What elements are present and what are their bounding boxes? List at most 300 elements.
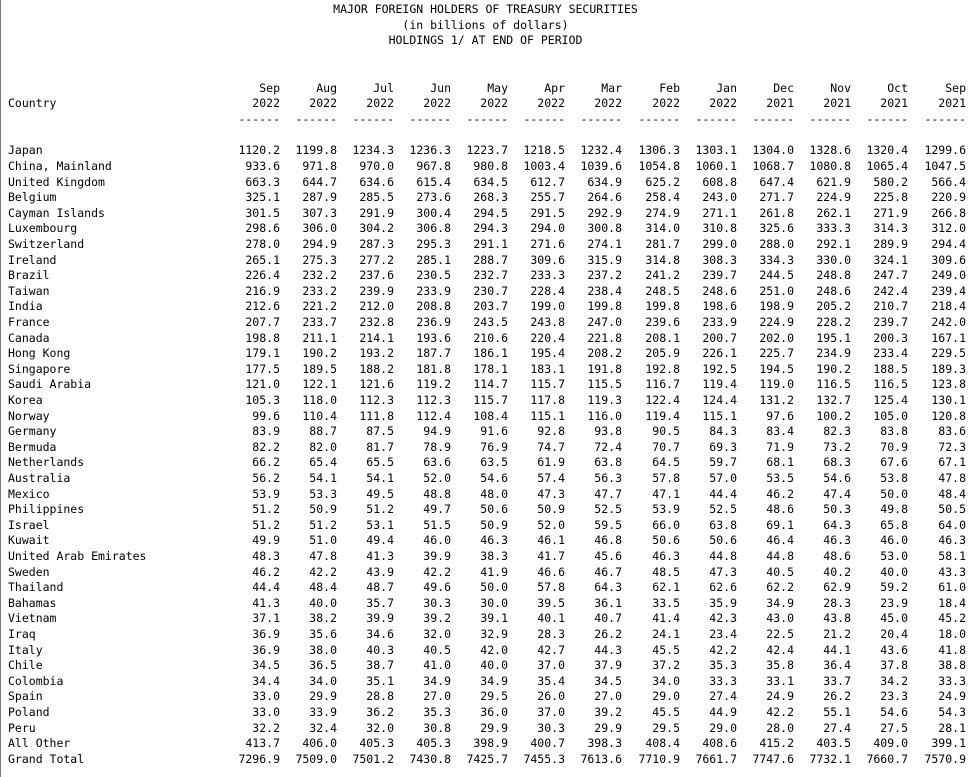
- column-header-month: Sep: [259, 80, 280, 95]
- table-cell-value: 52.0: [423, 471, 451, 485]
- table-cell-value: 294.4: [931, 237, 966, 251]
- table-cell-value: 225.8: [873, 190, 908, 205]
- table-cell-value: 122.1: [302, 377, 337, 392]
- table-cell-value: 1299.6: [924, 143, 966, 158]
- table-cell-value: 35.3: [709, 658, 737, 673]
- table-cell-value: 230.5: [416, 268, 451, 283]
- table-cell-value: 53.0: [880, 549, 908, 563]
- table-cell-value: 211.1: [302, 330, 337, 345]
- table-cell-value: 57.0: [709, 471, 737, 485]
- table-cell-value: 27.5: [880, 720, 908, 735]
- table-cell-value: 7660.7: [866, 751, 908, 766]
- table-cell-value: 65.8: [880, 517, 908, 532]
- table-cell-value: 120.8: [931, 408, 966, 423]
- table-cell-value: 615.4: [416, 174, 451, 189]
- table-cell-value: 39.2: [594, 705, 622, 719]
- table-cell-value: 18.0: [938, 627, 966, 641]
- table-cell-value: 288.0: [759, 237, 794, 251]
- table-cell-value: 266.8: [931, 205, 966, 220]
- column-header-separator: ------: [523, 111, 565, 126]
- column-header-year: 2022: [480, 96, 508, 111]
- table-cell-value: 23.4: [709, 627, 737, 641]
- table-cell-value: 314.8: [645, 252, 680, 267]
- table-cell-value: 47.3: [709, 564, 737, 579]
- table-cell-value: 71.9: [766, 439, 794, 454]
- table-cell-value: 236.9: [416, 315, 451, 329]
- table-cell-value: 179.1: [245, 346, 280, 361]
- table-cell-value: 24.9: [766, 689, 794, 704]
- table-cell-value: 7296.9: [238, 751, 280, 766]
- table-cell-value: 36.2: [366, 705, 394, 719]
- table-cell-value: 36.4: [823, 658, 851, 673]
- row-country-name: Italy: [8, 642, 43, 657]
- table-cell-value: 200.3: [873, 330, 908, 345]
- table-cell-value: 40.0: [309, 595, 337, 610]
- table-cell-value: 566.4: [931, 174, 966, 189]
- table-cell-value: 295.3: [416, 237, 451, 251]
- table-cell-value: 42.0: [480, 642, 508, 657]
- table-cell-value: 34.2: [880, 673, 908, 688]
- table-cell-value: 123.8: [931, 377, 966, 392]
- table-cell-value: 198.8: [245, 330, 280, 345]
- table-cell-value: 38.3: [480, 549, 508, 563]
- table-cell-value: 44.8: [766, 549, 794, 563]
- table-cell-value: 43.6: [880, 642, 908, 657]
- table-cell-value: 112.3: [359, 393, 394, 407]
- table-cell-value: 214.1: [359, 330, 394, 345]
- column-header-month: Jul: [373, 80, 394, 95]
- table-cell-value: 64.5: [652, 455, 680, 470]
- table-cell-value: 36.1: [594, 595, 622, 610]
- table-cell-value: 48.3: [252, 549, 280, 563]
- table-cell-value: 49.7: [423, 502, 451, 517]
- table-cell-value: 27.0: [423, 689, 451, 704]
- row-country-name: Sweden: [8, 564, 50, 579]
- table-cell-value: 119.3: [587, 393, 622, 407]
- table-cell-value: 218.4: [931, 299, 966, 314]
- table-cell-value: 93.8: [594, 424, 622, 439]
- table-cell-value: 33.9: [309, 705, 337, 719]
- table-cell-value: 40.0: [480, 658, 508, 673]
- table-cell-value: 67.6: [880, 455, 908, 470]
- table-cell-value: 193.2: [359, 346, 394, 361]
- table-cell-value: 294.0: [530, 221, 565, 236]
- table-cell-value: 248.8: [816, 268, 851, 283]
- row-country-name: Japan: [8, 143, 43, 158]
- column-header-year: 2022: [652, 96, 680, 111]
- table-cell-value: 333.3: [816, 221, 851, 236]
- table-cell-value: 35.4: [537, 673, 565, 688]
- table-cell-value: 32.0: [423, 627, 451, 641]
- table-cell-value: 262.1: [816, 205, 851, 220]
- table-cell-value: 312.0: [931, 221, 966, 236]
- table-cell-value: 48.8: [423, 486, 451, 501]
- table-cell-value: 29.5: [652, 720, 680, 735]
- table-cell-value: 121.0: [245, 377, 280, 392]
- column-header-year: 2022: [594, 96, 622, 111]
- row-country-name: Grand Total: [8, 751, 85, 766]
- table-cell-value: 292.1: [816, 237, 851, 251]
- table-cell-value: 50.6: [480, 502, 508, 517]
- row-country-name: Singapore: [8, 361, 71, 376]
- table-cell-value: 94.9: [423, 424, 451, 439]
- table-cell-value: 90.5: [652, 424, 680, 439]
- table-cell-value: 34.5: [252, 658, 280, 673]
- row-country-name: Brazil: [8, 268, 50, 283]
- table-cell-value: 49.5: [366, 486, 394, 501]
- table-cell-value: 230.7: [473, 283, 508, 298]
- table-cell-value: 226.1: [702, 346, 737, 361]
- table-cell-value: 45.5: [652, 642, 680, 657]
- table-cell-value: 239.4: [931, 283, 966, 298]
- table-cell-value: 34.4: [252, 673, 280, 688]
- table-cell-value: 248.6: [816, 283, 851, 298]
- table-cell-value: 1320.4: [866, 143, 908, 158]
- table-cell-value: 54.6: [480, 471, 508, 485]
- table-cell-value: 54.1: [309, 471, 337, 485]
- table-cell-value: 119.4: [702, 377, 737, 392]
- table-cell-value: 300.4: [416, 205, 451, 220]
- table-cell-value: 264.6: [587, 190, 622, 205]
- column-header-separator: ------: [924, 111, 966, 126]
- table-cell-value: 125.4: [873, 393, 908, 407]
- row-country-name: All Other: [8, 736, 71, 751]
- table-cell-value: 57.8: [537, 580, 565, 595]
- table-cell-value: 46.2: [252, 564, 280, 579]
- table-cell-value: 112.4: [416, 408, 451, 423]
- table-cell-value: 1199.8: [295, 143, 337, 158]
- table-cell-value: 40.5: [423, 642, 451, 657]
- table-cell-value: 62.9: [823, 580, 851, 595]
- table-cell-value: 1218.5: [523, 143, 565, 158]
- table-cell-value: 634.9: [587, 174, 622, 189]
- row-country-name: Philippines: [8, 502, 85, 517]
- table-cell-value: 292.9: [587, 205, 622, 220]
- column-header-separator: ------: [638, 111, 680, 126]
- column-header-year: 2022: [252, 96, 280, 111]
- table-cell-value: 115.5: [587, 377, 622, 392]
- table-cell-value: 1054.8: [638, 159, 680, 173]
- table-cell-value: 119.2: [416, 377, 451, 392]
- table-cell-value: 51.2: [252, 517, 280, 532]
- table-cell-value: 81.7: [366, 439, 394, 454]
- table-cell-value: 36.0: [480, 705, 508, 719]
- table-cell-value: 117.8: [530, 393, 565, 407]
- table-cell-value: 188.2: [359, 361, 394, 376]
- table-cell-value: 324.1: [873, 252, 908, 267]
- table-cell-value: 51.0: [309, 533, 337, 548]
- table-cell-value: 43.3: [938, 564, 966, 579]
- table-cell-value: 83.4: [766, 424, 794, 439]
- table-cell-value: 44.4: [252, 580, 280, 595]
- table-cell-value: 119.0: [759, 377, 794, 392]
- table-cell-value: 35.6: [309, 627, 337, 641]
- table-cell-value: 212.0: [359, 299, 394, 314]
- table-cell-value: 289.9: [873, 237, 908, 251]
- table-cell-value: 47.7: [594, 486, 622, 501]
- table-cell-value: 115.7: [530, 377, 565, 392]
- table-cell-value: 7455.3: [523, 751, 565, 766]
- table-cell-value: 225.7: [759, 346, 794, 361]
- column-header-separator: ------: [866, 111, 908, 126]
- table-cell-value: 43.9: [366, 564, 394, 579]
- table-cell-value: 285.1: [416, 252, 451, 267]
- table-cell-value: 27.0: [594, 689, 622, 704]
- table-cell-value: 49.4: [366, 533, 394, 548]
- column-header-month: Aug: [316, 80, 337, 95]
- table-cell-value: 300.8: [587, 221, 622, 236]
- row-country-name: Chile: [8, 658, 43, 673]
- table-cell-value: 177.5: [245, 361, 280, 376]
- table-cell-value: 38.8: [938, 658, 966, 673]
- table-cell-value: 38.0: [309, 642, 337, 657]
- column-header-year: 2021: [766, 96, 794, 111]
- table-cell-value: 199.0: [530, 299, 565, 314]
- table-cell-value: 47.8: [309, 549, 337, 563]
- table-cell-value: 53.3: [309, 486, 337, 501]
- table-cell-value: 258.4: [645, 190, 680, 205]
- row-country-name: Taiwan: [8, 283, 50, 298]
- table-cell-value: 35.7: [366, 595, 394, 610]
- row-country-name: United Arab Emirates: [8, 549, 147, 563]
- table-cell-value: 115.1: [702, 408, 737, 423]
- table-cell-value: 74.7: [537, 439, 565, 454]
- table-cell-value: 29.0: [709, 720, 737, 735]
- table-cell-value: 406.0: [302, 736, 337, 751]
- table-cell-value: 178.1: [473, 361, 508, 376]
- row-country-name: Mexico: [8, 486, 50, 501]
- row-country-name: Norway: [8, 408, 50, 423]
- column-header-month: Apr: [544, 80, 565, 95]
- table-cell-value: 48.4: [938, 486, 966, 501]
- table-cell-value: 42.2: [709, 642, 737, 657]
- table-cell-value: 261.8: [759, 205, 794, 220]
- table-cell-value: 239.7: [702, 268, 737, 283]
- table-cell-value: 400.7: [530, 736, 565, 751]
- table-cell-value: 216.9: [245, 283, 280, 298]
- table-cell-value: 248.5: [645, 283, 680, 298]
- table-cell-value: 247.0: [587, 315, 622, 329]
- row-country-name: Iraq: [8, 627, 36, 641]
- column-header-year: 2021: [938, 96, 966, 111]
- table-cell-value: 40.7: [594, 611, 622, 626]
- table-cell-value: 24.1: [652, 627, 680, 641]
- table-cell-value: 200.7: [702, 330, 737, 345]
- table-cell-value: 112.3: [416, 393, 451, 407]
- table-cell-value: 42.4: [766, 642, 794, 657]
- table-cell-value: 36.5: [309, 658, 337, 673]
- table-cell-value: 23.3: [880, 689, 908, 704]
- table-cell-value: 33.1: [766, 673, 794, 688]
- table-cell-value: 40.3: [366, 642, 394, 657]
- table-cell-value: 69.3: [709, 439, 737, 454]
- table-cell-value: 405.3: [416, 736, 451, 751]
- table-cell-value: 274.1: [587, 237, 622, 251]
- table-cell-value: 1232.4: [580, 143, 622, 158]
- table-cell-value: 44.8: [709, 549, 737, 563]
- table-cell-value: 625.2: [645, 174, 680, 189]
- table-cell-value: 76.9: [480, 439, 508, 454]
- table-cell-value: 53.1: [366, 517, 394, 532]
- table-cell-value: 20.4: [880, 627, 908, 641]
- row-country-name: Spain: [8, 689, 43, 704]
- table-cell-value: 409.0: [873, 736, 908, 751]
- table-cell-value: 37.0: [537, 705, 565, 719]
- table-cell-value: 116.0: [587, 408, 622, 423]
- table-cell-value: 243.0: [702, 190, 737, 205]
- table-cell-value: 1303.1: [695, 143, 737, 158]
- table-cell-value: 63.6: [423, 455, 451, 470]
- table-cell-value: 243.5: [473, 315, 508, 329]
- table-cell-value: 233.4: [873, 346, 908, 361]
- column-header-month: May: [487, 80, 508, 95]
- table-cell-value: 99.6: [252, 408, 280, 423]
- table-cell-value: 32.4: [309, 720, 337, 735]
- column-header-separator: ------: [295, 111, 337, 126]
- table-cell-value: 229.5: [931, 346, 966, 361]
- table-cell-value: 39.9: [366, 611, 394, 626]
- table-cell-value: 1328.6: [809, 143, 851, 158]
- table-cell-value: 61.0: [938, 580, 966, 595]
- row-country-name: Korea: [8, 393, 43, 407]
- table-cell-value: 199.8: [587, 299, 622, 314]
- report-subtitle-period: HOLDINGS 1/ AT END OF PERIOD: [388, 33, 583, 48]
- table-cell-value: 663.3: [245, 174, 280, 189]
- table-cell-value: 45.0: [880, 611, 908, 626]
- table-cell-value: 37.8: [880, 658, 908, 673]
- table-cell-value: 105.3: [245, 393, 280, 407]
- table-cell-value: 239.7: [873, 315, 908, 329]
- table-cell-value: 30.3: [537, 720, 565, 735]
- table-cell-value: 37.9: [594, 658, 622, 673]
- table-cell-value: 50.9: [480, 517, 508, 532]
- table-cell-value: 7732.1: [809, 751, 851, 766]
- table-cell-value: 232.2: [302, 268, 337, 283]
- table-cell-value: 46.3: [480, 533, 508, 548]
- table-cell-value: 47.8: [938, 471, 966, 485]
- table-cell-value: 57.4: [537, 471, 565, 485]
- column-header-separator: ------: [352, 111, 394, 126]
- table-cell-value: 244.5: [759, 268, 794, 283]
- table-cell-value: 32.9: [480, 627, 508, 641]
- table-cell-value: 46.0: [880, 533, 908, 548]
- table-cell-value: 237.2: [587, 268, 622, 283]
- table-cell-value: 33.0: [252, 705, 280, 719]
- column-header-year: 2022: [709, 96, 737, 111]
- table-cell-value: 44.4: [709, 486, 737, 501]
- table-cell-value: 65.5: [366, 455, 394, 470]
- table-cell-value: 271.1: [702, 205, 737, 220]
- table-cell-value: 22.5: [766, 627, 794, 641]
- table-cell-value: 265.1: [245, 252, 280, 267]
- table-cell-value: 114.7: [473, 377, 508, 392]
- table-cell-value: 40.0: [880, 564, 908, 579]
- table-cell-value: 130.1: [931, 393, 966, 407]
- table-cell-value: 255.7: [530, 190, 565, 205]
- table-cell-value: 63.8: [709, 517, 737, 532]
- table-cell-value: 933.6: [245, 159, 280, 173]
- table-cell-value: 233.2: [302, 283, 337, 298]
- table-cell-value: 241.2: [645, 268, 680, 283]
- table-cell-value: 205.9: [645, 346, 680, 361]
- table-cell-value: 232.8: [359, 315, 394, 329]
- table-cell-value: 40.2: [823, 564, 851, 579]
- table-cell-value: 309.6: [931, 252, 966, 267]
- table-cell-value: 195.4: [530, 346, 565, 361]
- table-cell-value: 26.2: [594, 627, 622, 641]
- table-cell-value: 51.2: [252, 502, 280, 517]
- table-cell-value: 33.7: [823, 673, 851, 688]
- table-cell-value: 310.8: [702, 221, 737, 236]
- table-cell-value: 68.3: [823, 455, 851, 470]
- table-cell-value: 46.0: [423, 533, 451, 548]
- table-cell-value: 208.8: [416, 299, 451, 314]
- table-cell-value: 199.8: [645, 299, 680, 314]
- table-cell-value: 63.8: [594, 455, 622, 470]
- table-cell-value: 59.5: [594, 517, 622, 532]
- row-country-name: France: [8, 315, 50, 329]
- table-cell-value: 41.8: [938, 642, 966, 657]
- table-cell-value: 299.0: [702, 237, 737, 251]
- table-cell-value: 234.9: [816, 346, 851, 361]
- row-country-name: Israel: [8, 517, 50, 532]
- table-cell-value: 37.1: [252, 611, 280, 626]
- table-cell-value: 44.9: [709, 705, 737, 719]
- table-cell-value: 403.5: [816, 736, 851, 751]
- table-cell-value: 1223.7: [466, 143, 508, 158]
- table-cell-value: 39.9: [423, 549, 451, 563]
- table-cell-value: 41.7: [537, 549, 565, 563]
- table-cell-value: 183.1: [530, 361, 565, 376]
- column-header-month: Oct: [887, 80, 908, 95]
- table-cell-value: 314.3: [873, 221, 908, 236]
- table-cell-value: 181.8: [416, 361, 451, 376]
- table-cell-value: 47.3: [537, 486, 565, 501]
- table-cell-value: 91.6: [480, 424, 508, 439]
- row-country-name: Kuwait: [8, 533, 50, 548]
- table-cell-value: 50.0: [480, 580, 508, 595]
- table-cell-value: 46.7: [594, 564, 622, 579]
- column-header-month: Jan: [716, 80, 737, 95]
- column-header-separator: ------: [238, 111, 280, 126]
- table-cell-value: 27.4: [709, 689, 737, 704]
- table-cell-value: 70.9: [880, 439, 908, 454]
- table-cell-value: 46.3: [652, 549, 680, 563]
- table-cell-value: 980.8: [473, 159, 508, 173]
- table-cell-value: 971.8: [302, 159, 337, 173]
- table-cell-value: 52.5: [709, 502, 737, 517]
- table-cell-value: 83.9: [252, 424, 280, 439]
- table-cell-value: 50.9: [537, 502, 565, 517]
- table-cell-value: 210.7: [873, 299, 908, 314]
- table-cell-value: 46.4: [766, 533, 794, 548]
- row-country-name: Bahamas: [8, 595, 57, 610]
- table-cell-value: 42.7: [537, 642, 565, 657]
- column-header-separator: ------: [752, 111, 794, 126]
- table-cell-value: 45.5: [652, 705, 680, 719]
- table-cell-value: 634.5: [473, 174, 508, 189]
- table-cell-value: 644.7: [302, 174, 337, 189]
- table-cell-value: 45.6: [594, 549, 622, 563]
- table-cell-value: 7509.0: [295, 751, 337, 766]
- table-cell-value: 242.4: [873, 283, 908, 298]
- table-cell-value: 92.8: [537, 424, 565, 439]
- table-cell-value: 291.9: [359, 205, 394, 220]
- table-cell-value: 18.4: [938, 595, 966, 610]
- table-cell-value: 287.9: [302, 190, 337, 205]
- table-cell-value: 38.7: [366, 658, 394, 673]
- table-cell-value: 398.3: [587, 736, 622, 751]
